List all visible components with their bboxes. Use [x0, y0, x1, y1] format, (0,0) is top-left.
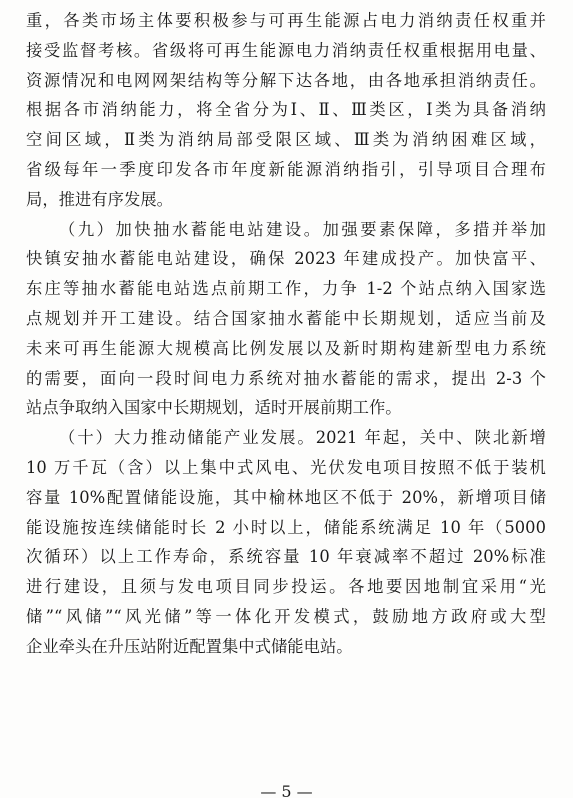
text-line-13: 的需要，面向一段时间电力系统对抽水蓄能的需求，提出 2-3 个 [26, 368, 546, 388]
text-line-17: 容量 10%配置储能设施，其中榆林地区不低于 20%，新增项目储 [26, 487, 546, 507]
text-line-22: 企业牵头在升压站附近配置集中式储能电站。 [26, 636, 353, 656]
text-line-9: 快镇安抽水蓄能电站建设，确保 2023 年建成投产。加快富平、 [26, 249, 546, 269]
section-10-heading-line: （十）大力推动储能产业发展。2021 年起，关中、陕北新增 [59, 428, 546, 448]
text-line-21: 储”“风储”“风光储”等一体化开发模式，鼓励地方政府或大型 [26, 606, 546, 626]
text-line-18: 能设施按连续储能时长 2 小时以上，储能系统满足 10 年（5000 [26, 517, 546, 537]
body-text [26, 6, 546, 662]
text-line-5: 空间区域，Ⅱ类为消纳局部受限区域、Ⅲ类为消纳困难区域， [26, 130, 546, 150]
section-9-heading-line: （九）加快抽水蓄能电站建设。加强要素保障，多措并举加 [59, 219, 546, 239]
text-line-20: 进行建设，且须与发电项目同步投运。各地要因地制宜采用“光 [26, 577, 546, 597]
text-line-14: 站点争取纳入国家中长期规划，适时开展前期工作。 [26, 398, 402, 418]
text-line-6: 省级每年一季度印发各市年度新能源消纳指引，引导项目合理布 [26, 159, 546, 179]
text-line-16: 10 万千瓦（含）以上集中式风电、光伏发电项目按照不低于装机 [26, 457, 546, 477]
text-line-4: 根据各市消纳能力，将全省分为Ⅰ、Ⅱ、Ⅲ类区，Ⅰ类为具备消纳 [26, 100, 546, 120]
text-line-7: 局，推进有序发展。 [26, 189, 173, 209]
text-line-12: 未来可再生能源大规模高比例发展以及新时期构建新型电力系统 [26, 338, 546, 358]
text-line-11: 点规划并开工建设。结合国家抽水蓄能中长期规划，适应当前及 [26, 308, 546, 328]
text-line-10: 东庄等抽水蓄能电站选点前期工作，力争 1-2 个站点纳入国家选 [26, 279, 546, 299]
text-line-2: 接受监督考核。省级将可再生能源电力消纳责任权重根据用电量、 [26, 40, 546, 60]
page-number: — 5 — [260, 782, 313, 801]
text-line-1: 重，各类市场主体要积极参与可再生能源占电力消纳责任权重并 [26, 11, 546, 30]
text-line-19: 次循环）以上工作寿命，系统容量 10 年衰减率不超过 20%标准 [26, 547, 546, 567]
text-line-3: 资源情况和电网网架结构等分解下达各地，由各地承担消纳责任。 [26, 70, 546, 90]
